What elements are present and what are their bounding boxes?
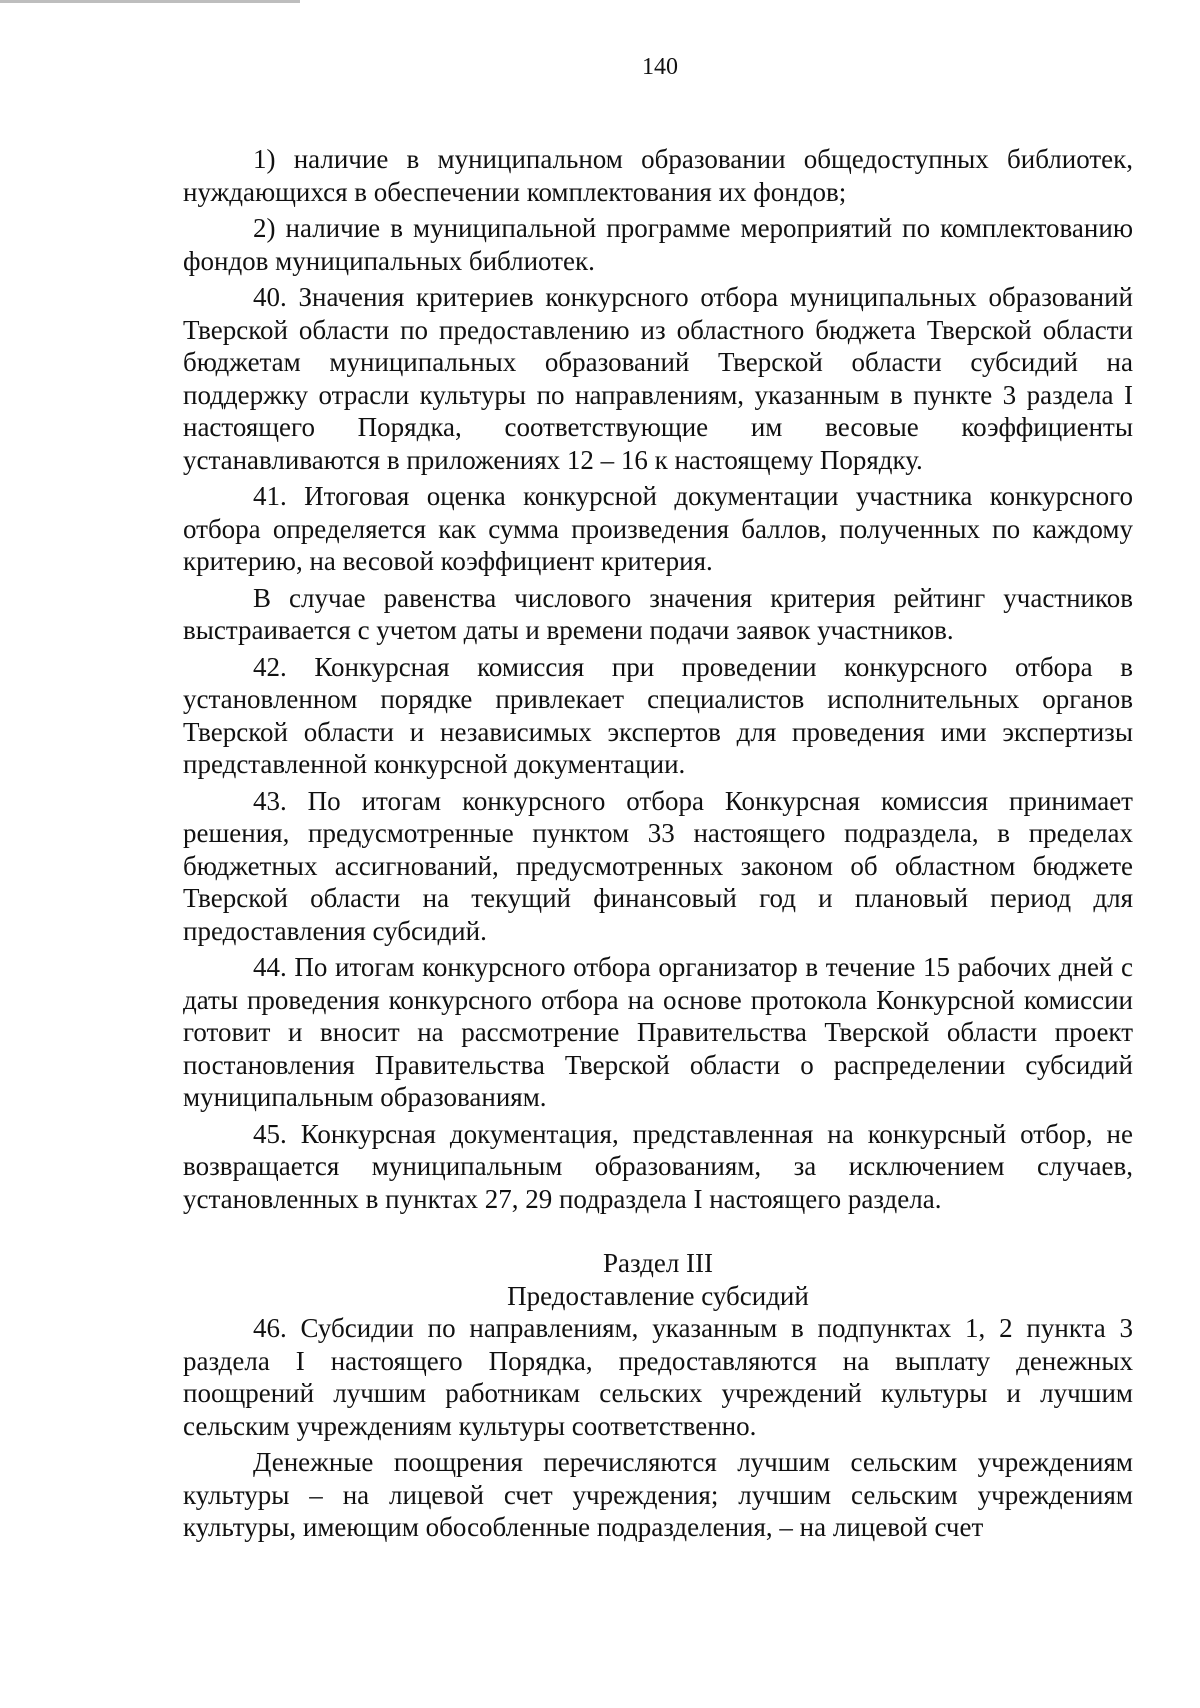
paragraph-46: 46. Субсидии по направлениям, указанным в подпунктах 1, 2 пункта 3 раздела I настоящего Порядка, предоставляются на выплату денежных поощрений лучшим работникам сельских учреждений культуры и лучшим сельским учреждениям культуры соответственно. — [183, 1313, 1133, 1441]
paragraph-43: 43. По итогам конкурсного отбора Конкурсная комиссия принимает решения, предусмотренные пунктом 33 настоящего подраздела, в пределах бюджетных ассигнований, предусмотренных законом об областном бюджете Тверской области на текущий финансовый год и плановый период для предоставления субсидий. — [183, 785, 1133, 946]
section-subtitle: Предоставление субсидий — [507, 1280, 809, 1311]
paragraph-item-1: 1) наличие в муниципальном образовании общедоступных библиотек, нуждающихся в обеспечении комплектования их фондов; — [183, 144, 1133, 207]
paragraph-40: 40. Значения критериев конкурсного отбора муниципальных образований Тверской области по предоставлению из областного бюджета Тверской области бюджетам муниципальных образований Тверской области субсидий на поддержку отрасли культуры по направлениям, указанным в пункте 3 раздела I настоящего Порядка, соответствующие им весовые коэффициенты устанавливаются в приложениях 12 – 16 к настоящему Порядку. — [183, 282, 1133, 475]
section-title: Раздел III — [602, 1248, 714, 1278]
paragraph-41: 41. Итоговая оценка конкурсной документации участника конкурсного отбора определяется как сумма произведения баллов, полученных по каждому критерию, на весовой коэффициент критерия. — [183, 481, 1133, 576]
paragraph-44: 44. По итогам конкурсного отбора организатор в течение 15 рабочих дней с даты проведения конкурсного отбора на основе протокола Конкурсной комиссии готовит и вносит на рассмотрение Правительства Тверской области проект постановления Правительства Тверской области о распределении субсидий муниципальным образованиям. — [183, 952, 1133, 1112]
paragraph-41-continued: В случае равенства числового значения критерия рейтинг участников выстраивается с учетом даты и времени подачи заявок участников. — [183, 582, 1133, 645]
paragraph-item-2: 2) наличие в муниципальной программе мероприятий по комплектованию фондов муниципальных библиотек. — [183, 213, 1133, 276]
scan-edge-line — [0, 0, 300, 3]
paragraph-46-continued: Денежные поощрения перечисляются лучшим сельским учреждениям культуры – на лицевой счет учреждения; лучшим сельским учреждениям культуры, имеющим обособленные подразделения, – на лицевой счет — [183, 1447, 1133, 1542]
document-body — [183, 143, 1133, 1544]
paragraph-42: 42. Конкурсная комиссия при проведении конкурсного отбора в установленном порядке привлекает специалистов исполнительных органов Тверской области и независимых экспертов для проведения ими экспертизы представленной конкурсной документации. — [183, 651, 1133, 779]
page-number: 140 — [642, 54, 678, 80]
paragraph-45: 45. Конкурсная документация, представленная на конкурсный отбор, не возвращается муниципальным образованиям, за исключением случаев, установленных в пунктах 27, 29 подраздела I настоящего раздела. — [183, 1118, 1133, 1214]
